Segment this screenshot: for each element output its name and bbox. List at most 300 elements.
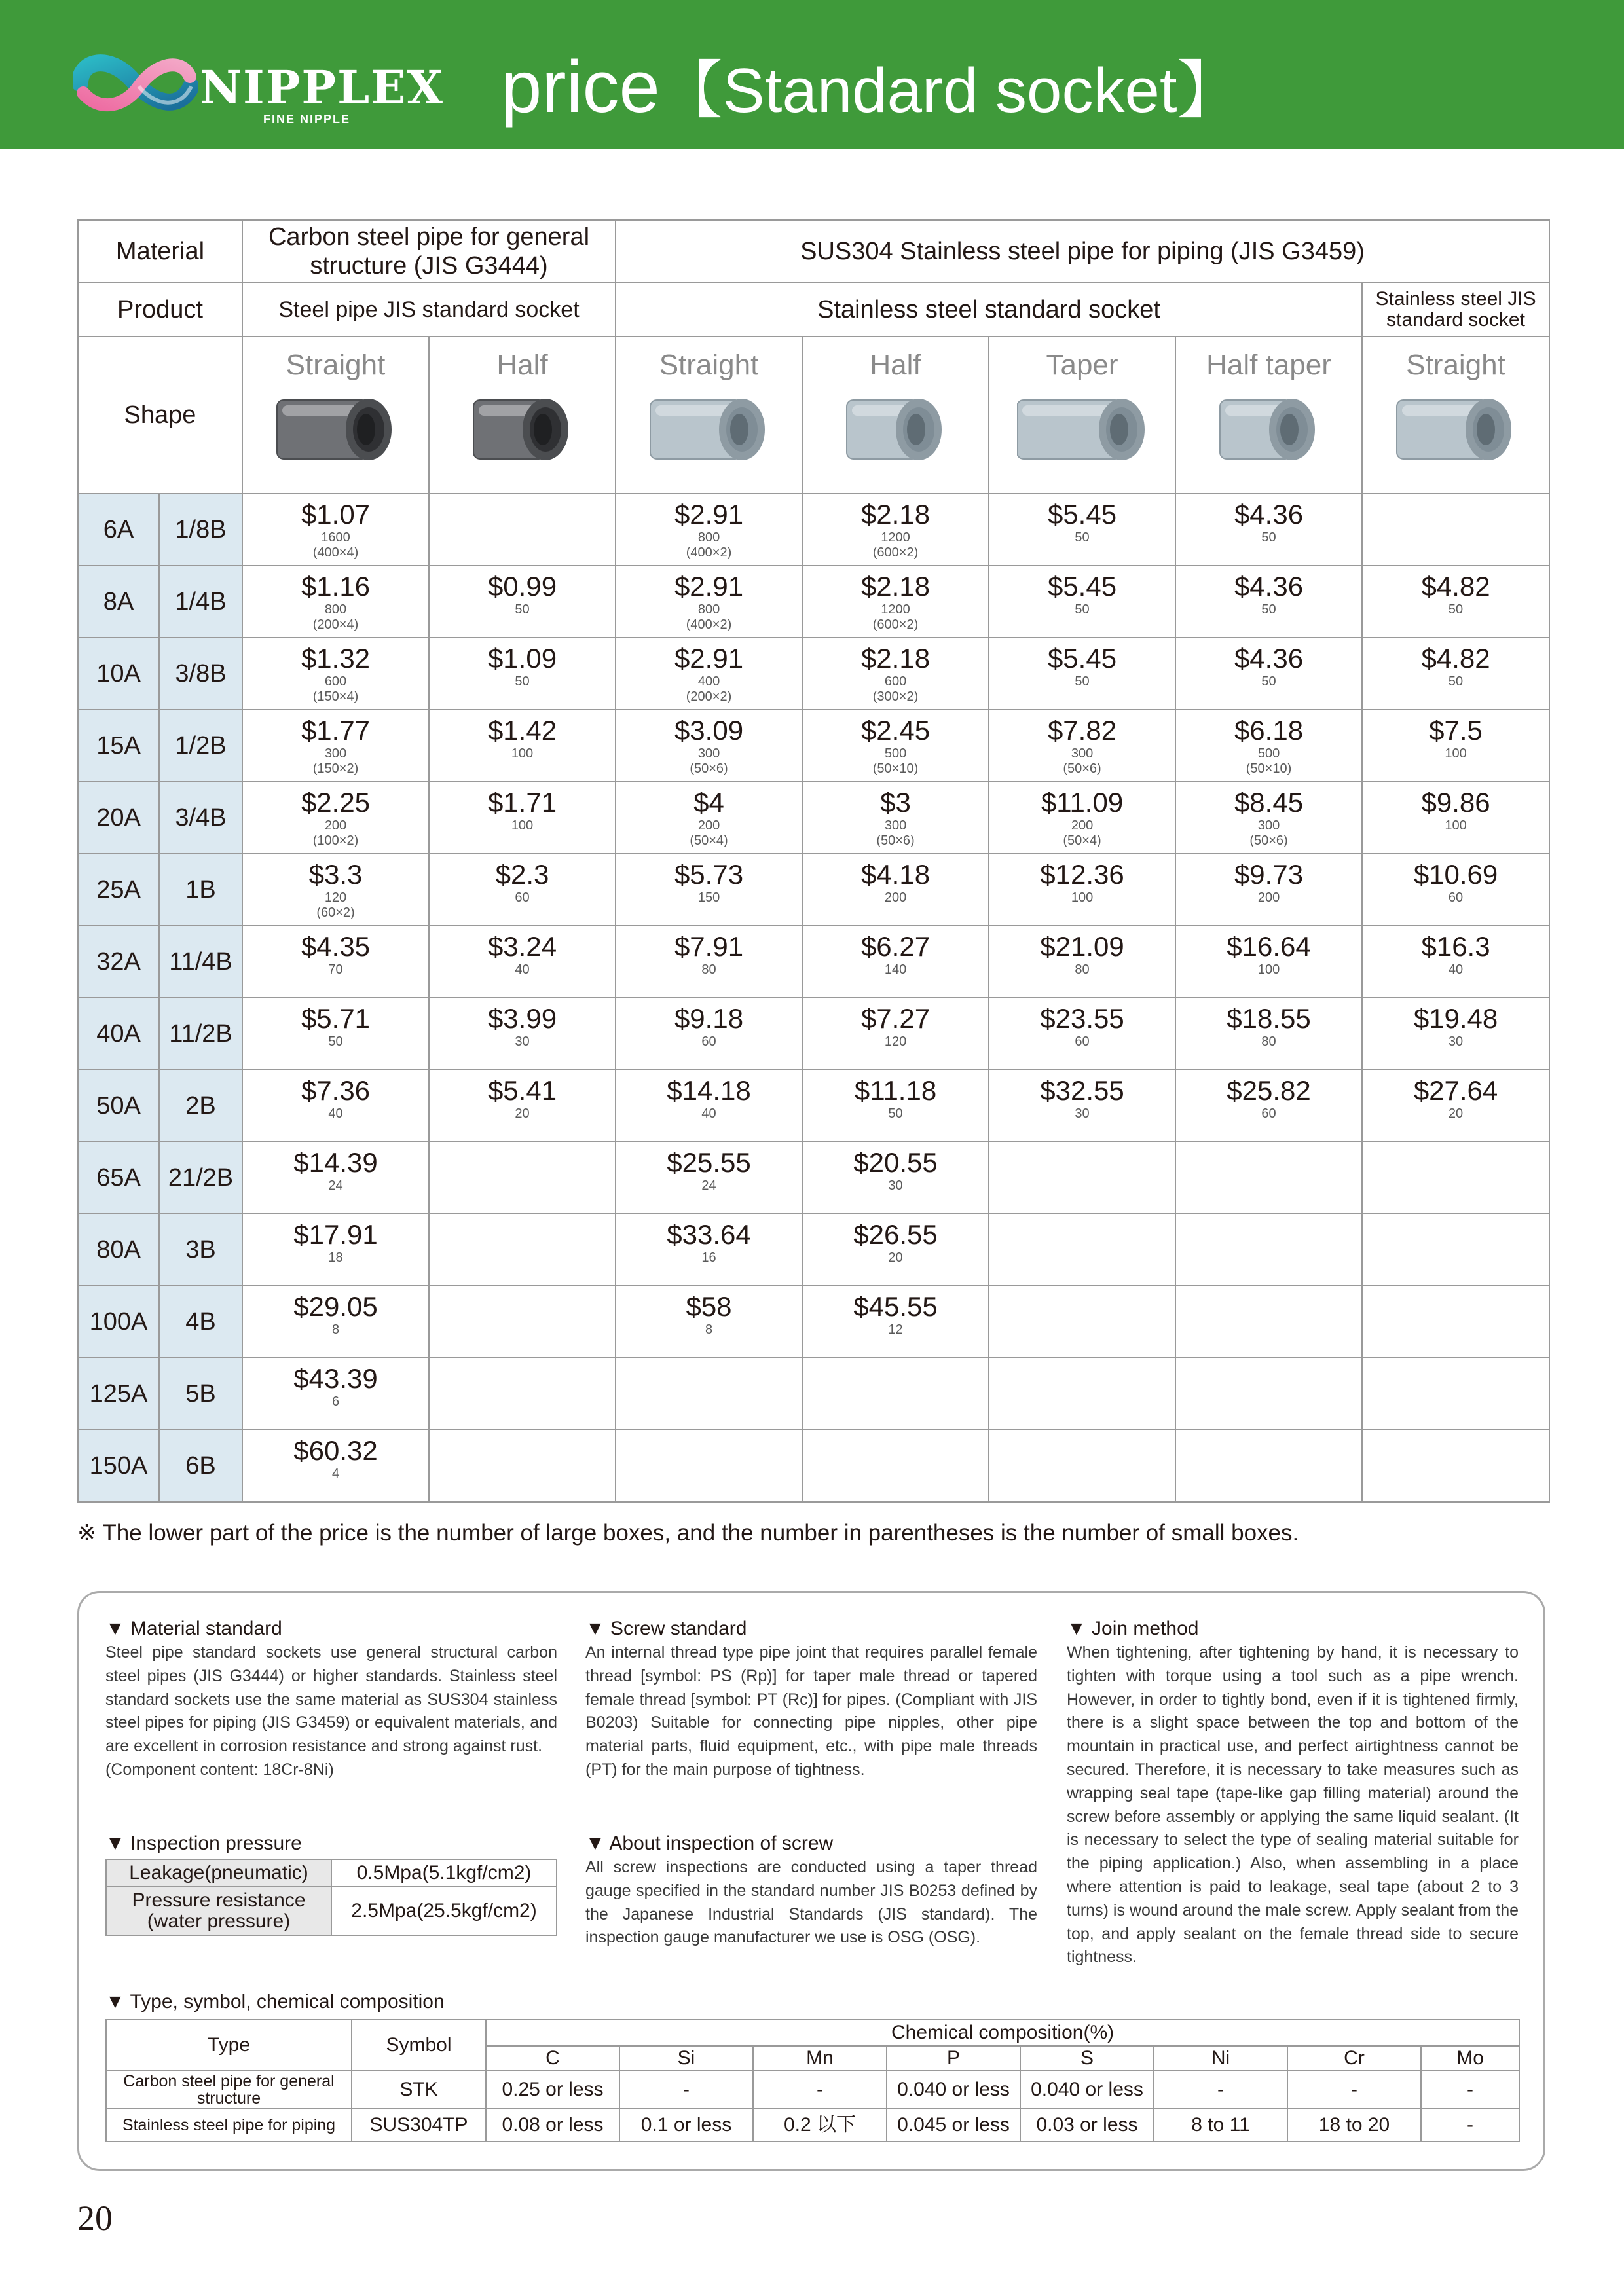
shape-label: Shape xyxy=(78,337,242,494)
price-cell xyxy=(429,566,616,638)
page-number: 20 xyxy=(77,2198,113,2238)
large-box-qty: 300 xyxy=(697,746,720,761)
type-symbol-composition-title: ▼ Type, symbol, chemical composition xyxy=(105,1991,445,2013)
price-cell xyxy=(989,1430,1175,1502)
join-method-title: ▼ Join method xyxy=(1067,1618,1199,1639)
large-box-qty: 16 xyxy=(701,1250,716,1265)
price-cell xyxy=(1362,998,1549,1070)
price-cell xyxy=(429,998,616,1070)
price-value: $5.45 xyxy=(1047,571,1117,602)
socket-fitting-icon xyxy=(1204,387,1335,472)
size-a: 65A xyxy=(78,1142,159,1214)
price-cell xyxy=(802,854,989,926)
price-cell xyxy=(616,1358,802,1430)
chem-element-header: Cr xyxy=(1287,2046,1421,2071)
shape-row xyxy=(78,337,1549,494)
size-b: 3/4B xyxy=(159,782,242,854)
material-standard-component: (Component content: 18Cr-8Ni) xyxy=(105,1760,334,1779)
size-a: 80A xyxy=(78,1214,159,1286)
large-box-qty: 300 xyxy=(324,746,347,761)
price-cell xyxy=(1175,638,1362,710)
size-a: 40A xyxy=(78,998,159,1070)
leakage-value: 0.5Mpa(5.1kgf/cm2) xyxy=(331,1859,557,1887)
large-box-qty: 100 xyxy=(1257,962,1280,977)
price-value: $5.45 xyxy=(1047,499,1117,530)
price-cell xyxy=(1175,854,1362,926)
join-method-section xyxy=(1067,1618,1519,1969)
large-box-qty: 50 xyxy=(1448,674,1464,689)
price-cell xyxy=(429,1286,616,1358)
price-cell xyxy=(1362,1142,1549,1214)
size-a: 150A xyxy=(78,1430,159,1502)
shape-header-1 xyxy=(429,337,616,494)
price-cell xyxy=(989,566,1175,638)
large-box-qty: 40 xyxy=(515,962,530,977)
price-cell xyxy=(429,1070,616,1142)
price-value: $3.99 xyxy=(487,1003,557,1034)
large-box-qty: 60 xyxy=(1075,1034,1090,1049)
price-value: $29.05 xyxy=(293,1291,378,1322)
price-value: $45.55 xyxy=(853,1291,938,1322)
price-value: $32.55 xyxy=(1040,1075,1124,1106)
table-row xyxy=(78,782,1549,854)
chem-value: 18 to 20 xyxy=(1287,2109,1421,2141)
nipplex-logo-icon xyxy=(73,47,198,119)
price-value: $11.09 xyxy=(1041,787,1124,818)
price-cell xyxy=(989,854,1175,926)
price-cell xyxy=(1175,1430,1362,1502)
chem-value: - xyxy=(1154,2071,1287,2109)
price-cell xyxy=(1175,1286,1362,1358)
inspection-pressure-section xyxy=(105,1832,557,1936)
product-sus: Stainless steel standard socket xyxy=(616,283,1362,337)
chem-value: 0.045 or less xyxy=(887,2109,1020,2141)
small-box-qty: (150×2) xyxy=(312,761,359,776)
large-box-qty: 100 xyxy=(1445,746,1467,761)
size-a: 10A xyxy=(78,638,159,710)
small-box-qty: (400×2) xyxy=(686,545,732,560)
product-row xyxy=(78,283,1549,337)
small-box-qty: (50×4) xyxy=(1063,833,1101,848)
large-box-qty: 300 xyxy=(1257,818,1280,833)
small-box-qty: (600×2) xyxy=(872,617,919,632)
price-value: $6.27 xyxy=(860,931,931,962)
large-box-qty: 500 xyxy=(1257,746,1280,761)
price-value: $3.09 xyxy=(674,715,744,746)
price-cell xyxy=(1362,566,1549,638)
price-cell xyxy=(802,1430,989,1502)
table-row xyxy=(78,1070,1549,1142)
chem-type-header: Type xyxy=(106,2020,352,2071)
large-box-qty: 800 xyxy=(697,602,720,617)
price-value: $16.64 xyxy=(1227,931,1311,962)
price-cell xyxy=(616,854,802,926)
large-box-qty: 20 xyxy=(888,1250,903,1265)
price-value: $4.35 xyxy=(301,931,371,962)
chem-value: 0.25 or less xyxy=(486,2071,619,2109)
price-cell xyxy=(1362,1070,1549,1142)
header-bar xyxy=(0,0,1624,149)
large-box-qty: 500 xyxy=(884,746,907,761)
size-a: 15A xyxy=(78,710,159,782)
price-value: $7.5 xyxy=(1429,715,1483,746)
size-a: 32A xyxy=(78,926,159,998)
large-box-qty: 30 xyxy=(1075,1106,1090,1121)
large-box-qty: 60 xyxy=(515,890,530,905)
size-a: 125A xyxy=(78,1358,159,1430)
price-cell xyxy=(802,638,989,710)
large-box-qty: 20 xyxy=(515,1106,530,1121)
price-value: $33.64 xyxy=(667,1219,751,1250)
brand-name: NIPPLEX xyxy=(200,60,444,115)
price-cell xyxy=(1175,710,1362,782)
price-value: $10.69 xyxy=(1413,859,1498,890)
price-value: $3.24 xyxy=(487,931,557,962)
price-value: $8.45 xyxy=(1234,787,1304,818)
size-b: 1/4B xyxy=(159,566,242,638)
chem-value: 0.08 or less xyxy=(486,2109,619,2141)
price-value: $4.36 xyxy=(1234,499,1304,530)
price-cell xyxy=(429,494,616,566)
leakage-label: Leakage(pneumatic) xyxy=(106,1859,331,1887)
type-section-title-wrap xyxy=(105,1991,557,2014)
price-value: $2.18 xyxy=(860,499,931,530)
chem-element-header: S xyxy=(1020,2046,1154,2071)
small-box-qty: (60×2) xyxy=(316,905,355,920)
large-box-qty: 100 xyxy=(1071,890,1094,905)
large-box-qty: 150 xyxy=(697,890,720,905)
price-value: $19.48 xyxy=(1413,1003,1498,1034)
price-value: $2.18 xyxy=(860,643,931,674)
price-value: $20.55 xyxy=(853,1147,938,1178)
large-box-qty: 40 xyxy=(1448,962,1464,977)
price-cell xyxy=(242,1286,429,1358)
large-box-qty: 60 xyxy=(1261,1106,1276,1121)
price-value: $3.3 xyxy=(308,859,363,890)
chem-element-header: P xyxy=(887,2046,1020,2071)
large-box-qty: 1200 xyxy=(881,530,910,545)
small-box-qty: (50×10) xyxy=(872,761,919,776)
chem-element-header: Mo xyxy=(1421,2046,1519,2071)
large-box-qty: 40 xyxy=(701,1106,716,1121)
price-cell xyxy=(242,854,429,926)
table-row xyxy=(78,998,1549,1070)
table-row xyxy=(78,1286,1549,1358)
chem-composition-header: Chemical composition(%) xyxy=(486,2020,1519,2046)
chem-element-header: Mn xyxy=(753,2046,887,2071)
material-standard-title: ▼ Material standard xyxy=(105,1618,282,1639)
small-box-qty: (600×2) xyxy=(872,545,919,560)
shape-header-3 xyxy=(802,337,989,494)
price-value: $17.91 xyxy=(293,1219,378,1250)
price-cell xyxy=(242,710,429,782)
large-box-qty: 30 xyxy=(888,1178,903,1193)
large-box-qty: 200 xyxy=(324,818,347,833)
price-value: $0.99 xyxy=(487,571,557,602)
size-b: 11/2B xyxy=(159,998,242,1070)
socket-fitting-icon xyxy=(1390,387,1521,472)
price-value: $12.36 xyxy=(1040,859,1124,890)
price-cell xyxy=(1362,494,1549,566)
large-box-qty: 600 xyxy=(884,674,907,689)
chem-element-header: Ni xyxy=(1154,2046,1287,2071)
price-cell xyxy=(429,638,616,710)
chemical-composition-table xyxy=(105,2019,1520,2142)
socket-fitting-icon xyxy=(644,387,775,472)
price-cell xyxy=(1175,782,1362,854)
price-cell xyxy=(989,1286,1175,1358)
large-box-qty: 50 xyxy=(515,674,530,689)
chem-row xyxy=(106,2109,1519,2141)
price-value: $60.32 xyxy=(293,1435,378,1466)
footnote: ※ The lower part of the price is the number of large boxes, and the number in parentheses is the number of small boxes. xyxy=(77,1520,1299,1546)
chem-symbol-header: Symbol xyxy=(352,2020,486,2071)
table-row xyxy=(78,1430,1549,1502)
size-a: 6A xyxy=(78,494,159,566)
price-value: $1.32 xyxy=(301,643,371,674)
price-cell xyxy=(242,1430,429,1502)
price-value: $7.82 xyxy=(1047,715,1117,746)
price-cell xyxy=(429,782,616,854)
chem-value: - xyxy=(753,2071,887,2109)
large-box-qty: 80 xyxy=(701,962,716,977)
large-box-qty: 120 xyxy=(324,890,347,905)
small-box-qty: (150×4) xyxy=(312,689,359,704)
small-box-qty: (200×2) xyxy=(686,689,732,704)
price-value: $14.18 xyxy=(667,1075,751,1106)
price-cell xyxy=(616,926,802,998)
price-value: $3 xyxy=(880,787,911,818)
shape-header-2 xyxy=(616,337,802,494)
large-box-qty: 30 xyxy=(515,1034,530,1049)
product-carbon: Steel pipe JIS standard socket xyxy=(242,283,616,337)
large-box-qty: 800 xyxy=(324,602,347,617)
large-box-qty: 50 xyxy=(1261,602,1276,617)
shape-name: Straight xyxy=(659,349,759,381)
pressure-resistance-label: Pressure resistance (water pressure) xyxy=(106,1887,331,1935)
price-value: $11.18 xyxy=(854,1075,937,1106)
price-cell xyxy=(429,710,616,782)
price-cell xyxy=(802,998,989,1070)
large-box-qty: 70 xyxy=(328,962,343,977)
price-cell xyxy=(429,926,616,998)
info-box xyxy=(77,1591,1545,2171)
screw-standard-text: An internal thread type pipe joint that requires parallel female thread [symbol: PS (Rp)] for taper male thread or tapered female thread [symbol: PT (Rc)] for pipes. (Compliant with JIS B0203) Suitable for connecting pipe nipples, other pipe material parts, fluid equipment, etc., with pipe male threads (PT) for the main purpose of tightness. xyxy=(585,1643,1037,1779)
price-value: $2.18 xyxy=(860,571,931,602)
price-value: $5.71 xyxy=(301,1003,371,1034)
price-value: $4 xyxy=(693,787,724,818)
price-cell xyxy=(616,1430,802,1502)
chem-value: 0.040 or less xyxy=(887,2071,1020,2109)
price-cell xyxy=(242,494,429,566)
small-box-qty: (400×4) xyxy=(312,545,359,560)
large-box-qty: 40 xyxy=(328,1106,343,1121)
price-value: $43.39 xyxy=(293,1363,378,1394)
chem-value: 0.2 以下 xyxy=(753,2109,887,2141)
table-row xyxy=(78,638,1549,710)
socket-fitting-icon xyxy=(1017,387,1148,472)
price-value: $1.16 xyxy=(301,571,371,602)
large-box-qty: 50 xyxy=(888,1106,903,1121)
large-box-qty: 12 xyxy=(888,1322,903,1337)
pressure-resistance-value: 2.5Mpa(25.5kgf/cm2) xyxy=(331,1887,557,1935)
large-box-qty: 24 xyxy=(701,1178,716,1193)
large-box-qty: 600 xyxy=(324,674,347,689)
price-value: $23.55 xyxy=(1040,1003,1124,1034)
size-b: 3/8B xyxy=(159,638,242,710)
price-cell xyxy=(1175,1070,1362,1142)
price-cell xyxy=(802,1214,989,1286)
large-box-qty: 50 xyxy=(515,602,530,617)
price-value: $2.91 xyxy=(674,571,744,602)
price-cell xyxy=(989,638,1175,710)
table-row xyxy=(78,854,1549,926)
large-box-qty: 4 xyxy=(331,1467,340,1481)
small-box-qty: (50×6) xyxy=(690,761,728,776)
price-table xyxy=(77,219,1550,1503)
price-cell xyxy=(616,998,802,1070)
chem-element-header: Si xyxy=(619,2046,753,2071)
page-title-paren: 【Standard socket】 xyxy=(659,56,1240,126)
size-b: 3B xyxy=(159,1214,242,1286)
price-cell xyxy=(616,1142,802,1214)
large-box-qty: 1200 xyxy=(881,602,910,617)
price-cell xyxy=(429,1142,616,1214)
price-cell xyxy=(989,1070,1175,1142)
chem-row xyxy=(106,2071,1519,2109)
table-row xyxy=(78,1358,1549,1430)
price-cell xyxy=(429,1214,616,1286)
table-row xyxy=(78,1214,1549,1286)
size-a: 50A xyxy=(78,1070,159,1142)
price-value: $5.73 xyxy=(674,859,744,890)
chem-value: - xyxy=(1421,2109,1519,2141)
price-cell xyxy=(242,998,429,1070)
price-cell xyxy=(1175,998,1362,1070)
price-value: $2.45 xyxy=(860,715,931,746)
size-b: 21/2B xyxy=(159,1142,242,1214)
price-value: $26.55 xyxy=(853,1219,938,1250)
small-box-qty: (50×4) xyxy=(690,833,728,848)
price-cell xyxy=(1362,1214,1549,1286)
price-value: $2.91 xyxy=(674,643,744,674)
socket-fitting-icon xyxy=(830,387,961,472)
price-cell xyxy=(1175,494,1362,566)
price-cell xyxy=(802,1070,989,1142)
large-box-qty: 24 xyxy=(328,1178,343,1193)
price-cell xyxy=(242,1070,429,1142)
price-value: $5.41 xyxy=(487,1075,557,1106)
large-box-qty: 20 xyxy=(1448,1106,1464,1121)
large-box-qty: 300 xyxy=(1071,746,1094,761)
shape-header-6 xyxy=(1362,337,1549,494)
shape-name: Taper xyxy=(1046,349,1118,381)
price-cell xyxy=(1175,566,1362,638)
material-standard-section xyxy=(105,1618,557,1782)
price-cell xyxy=(1362,782,1549,854)
chem-element-header: C xyxy=(486,2046,619,2071)
price-value: $4.82 xyxy=(1421,643,1490,674)
price-value: $1.42 xyxy=(487,715,557,746)
size-b: 5B xyxy=(159,1358,242,1430)
size-a: 25A xyxy=(78,854,159,926)
chem-type: Stainless steel pipe for piping xyxy=(106,2109,352,2141)
small-box-qty: (50×10) xyxy=(1246,761,1292,776)
price-cell xyxy=(802,566,989,638)
price-value: $9.18 xyxy=(674,1003,744,1034)
small-box-qty: (50×6) xyxy=(876,833,915,848)
shape-name: Half taper xyxy=(1206,349,1331,381)
chem-value: - xyxy=(1421,2071,1519,2109)
price-cell xyxy=(242,1142,429,1214)
material-carbon: Carbon steel pipe for general structure (JIS G3444) xyxy=(242,220,616,283)
chem-value: 8 to 11 xyxy=(1154,2109,1287,2141)
table-row xyxy=(78,710,1549,782)
table-row xyxy=(78,1142,1549,1214)
price-cell xyxy=(1362,638,1549,710)
price-value: $14.39 xyxy=(293,1147,378,1178)
chem-symbol: STK xyxy=(352,2071,486,2109)
price-cell xyxy=(616,710,802,782)
price-value: $4.36 xyxy=(1234,643,1304,674)
large-box-qty: 200 xyxy=(1071,818,1094,833)
large-box-qty: 800 xyxy=(697,530,720,545)
chem-value: - xyxy=(1287,2071,1421,2109)
price-cell xyxy=(242,1214,429,1286)
price-value: $1.71 xyxy=(487,787,557,818)
price-value: $2.91 xyxy=(674,499,744,530)
large-box-qty: 60 xyxy=(701,1034,716,1049)
size-a: 20A xyxy=(78,782,159,854)
small-box-qty: (200×4) xyxy=(312,617,359,632)
table-row xyxy=(78,566,1549,638)
price-cell xyxy=(1362,926,1549,998)
small-box-qty: (50×6) xyxy=(1249,833,1288,848)
chem-value: - xyxy=(619,2071,753,2109)
price-cell xyxy=(989,998,1175,1070)
shape-header-0 xyxy=(242,337,429,494)
large-box-qty: 1600 xyxy=(321,530,350,545)
price-cell xyxy=(616,1070,802,1142)
price-cell xyxy=(616,638,802,710)
product-label: Product xyxy=(78,283,242,337)
price-value: $1.09 xyxy=(487,643,557,674)
price-cell xyxy=(989,494,1175,566)
price-cell xyxy=(802,1358,989,1430)
screw-inspection-section xyxy=(585,1832,1037,1950)
large-box-qty: 200 xyxy=(884,890,907,905)
screw-inspection-text: All screw inspections are conducted using a taper thread gauge specified in the standard number JIS B0253 defined by the Japanese Industrial Standards (JIS standard). The inspection gauge manufacturer we use is OSG (OSG). xyxy=(585,1858,1037,1947)
large-box-qty: 18 xyxy=(328,1250,343,1265)
large-box-qty: 200 xyxy=(1257,890,1280,905)
price-value: $16.3 xyxy=(1421,931,1490,962)
page-title xyxy=(501,41,1240,130)
shape-header-5 xyxy=(1175,337,1362,494)
small-box-qty: (50×6) xyxy=(1063,761,1101,776)
price-cell xyxy=(242,926,429,998)
large-box-qty: 50 xyxy=(328,1034,343,1049)
shape-name: Half xyxy=(496,349,548,381)
large-box-qty: 80 xyxy=(1261,1034,1276,1049)
price-cell xyxy=(802,710,989,782)
large-box-qty: 60 xyxy=(1448,890,1464,905)
price-cell xyxy=(1175,1142,1362,1214)
chem-value: 0.03 or less xyxy=(1020,2109,1154,2141)
price-cell xyxy=(429,1430,616,1502)
price-cell xyxy=(989,782,1175,854)
large-box-qty: 200 xyxy=(697,818,720,833)
price-cell xyxy=(989,1142,1175,1214)
